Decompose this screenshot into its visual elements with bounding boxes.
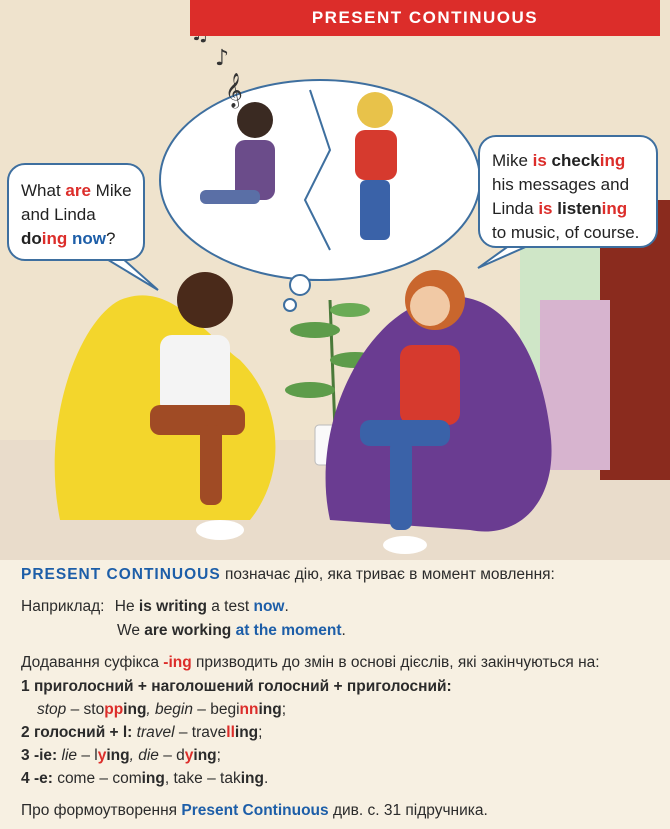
word: – tak xyxy=(202,770,241,787)
footer-text: Про формоутворення xyxy=(21,802,182,819)
word: e xyxy=(194,770,203,787)
doubled-letters: pp xyxy=(104,701,124,718)
word: ; xyxy=(258,724,263,741)
footer-note xyxy=(21,802,488,820)
example-line-1 xyxy=(21,598,289,616)
changed-letter: y xyxy=(184,747,194,764)
doubled-letters: nn xyxy=(239,701,259,718)
word: travel xyxy=(136,724,175,741)
rule-line xyxy=(21,566,555,584)
example-text: We xyxy=(117,622,145,639)
example-time-word: at the moment xyxy=(231,622,342,639)
bubble-ing: ing xyxy=(599,151,626,170)
item-3 xyxy=(21,747,221,765)
suffix-text: Додавання суфікса xyxy=(21,654,164,671)
example-verb: is writing xyxy=(138,598,207,615)
doubled-letters: ll xyxy=(226,724,235,741)
word: stop xyxy=(37,701,67,718)
item-1 xyxy=(21,678,452,696)
word: . xyxy=(263,770,269,787)
word: ie xyxy=(64,747,78,764)
word: ; xyxy=(281,701,287,718)
word: – d xyxy=(158,747,185,764)
example-time-word: now xyxy=(253,598,285,615)
item-number: 1 xyxy=(21,678,34,695)
svg-text:𝄞: 𝄞 xyxy=(225,73,243,108)
svg-text:♪: ♪ xyxy=(215,46,230,71)
ing: ing xyxy=(193,747,217,764)
example-verb: are working xyxy=(144,622,232,639)
example-text: . xyxy=(341,622,346,639)
word: l xyxy=(61,747,65,764)
word: in xyxy=(180,701,193,718)
item-rule: -ie: xyxy=(33,747,62,764)
word: com xyxy=(57,770,87,787)
bubble-ing: ing xyxy=(41,229,68,248)
bubble-verb: listen xyxy=(557,199,602,218)
changed-letter: y xyxy=(97,747,107,764)
example-text: a test xyxy=(206,598,254,615)
footer-term: Present Continuous xyxy=(181,802,329,819)
word: , tak xyxy=(164,770,195,787)
example-label: Наприклад: xyxy=(21,598,105,615)
bubble-text: What xyxy=(21,181,66,200)
example-text: He xyxy=(114,598,139,615)
item-rule: -e: xyxy=(33,770,58,787)
item-number: 3 xyxy=(21,747,34,764)
word: ; xyxy=(216,747,221,764)
speech-bubble-question xyxy=(7,163,145,261)
speech-bubble-answer xyxy=(478,135,658,248)
ing: ing xyxy=(258,701,282,718)
bubble-aux-verb: is xyxy=(532,151,547,170)
word: – begi xyxy=(192,701,240,718)
footer-text: див. с. 31 підручника. xyxy=(328,802,488,819)
item-1-examples xyxy=(37,701,286,719)
item-4 xyxy=(21,770,268,788)
bubble-text: Linda xyxy=(492,199,539,218)
suffix-line xyxy=(21,654,600,672)
item-rule: голосний + l: xyxy=(33,724,137,741)
bubble-verb: check xyxy=(551,151,600,170)
word: e xyxy=(86,770,96,787)
suffix-text: призводить до змін в основі дієслів, які закінчуються на: xyxy=(191,654,600,671)
bubble-text: Mike xyxy=(492,151,533,170)
bubble-text: to music, of course. xyxy=(492,223,640,242)
rule-text: позначає дію, яка триває в момент мовлення: xyxy=(220,566,555,583)
bubble-text: Mike xyxy=(90,181,132,200)
item-number: 2 xyxy=(21,724,34,741)
bubble-text: ? xyxy=(106,229,116,248)
bubble-ing: ing xyxy=(601,199,628,218)
ing: ing xyxy=(240,770,264,787)
word: , d xyxy=(129,747,147,764)
ing: ing xyxy=(234,724,259,741)
bubble-aux-verb: are xyxy=(65,181,91,200)
item-number: 4 xyxy=(21,770,34,787)
word: – l xyxy=(77,747,98,764)
bubble-verb: do xyxy=(21,229,42,248)
bubble-text: and Linda xyxy=(21,205,96,224)
section-header: PRESENT CONTINUOUS xyxy=(190,0,660,36)
word: ie xyxy=(146,747,159,764)
ing: ing xyxy=(123,701,147,718)
word: – trave xyxy=(174,724,227,741)
word: , beg xyxy=(146,701,181,718)
ing: ing xyxy=(141,770,165,787)
bubble-text: his messages and xyxy=(492,175,630,194)
suffix-ing: -ing xyxy=(163,654,192,671)
example-line-2 xyxy=(117,622,346,640)
word: – com xyxy=(95,770,142,787)
rule-title: PRESENT CONTINUOUS xyxy=(21,566,221,583)
item-rule: приголосний + наголошений голосний + приголосний: xyxy=(33,678,452,695)
item-2 xyxy=(21,724,262,742)
ing: ing xyxy=(106,747,130,764)
word: – sto xyxy=(66,701,105,718)
bubble-time-word: now xyxy=(67,229,106,248)
bubble-aux-verb: is xyxy=(538,199,553,218)
example-text: . xyxy=(284,598,289,615)
